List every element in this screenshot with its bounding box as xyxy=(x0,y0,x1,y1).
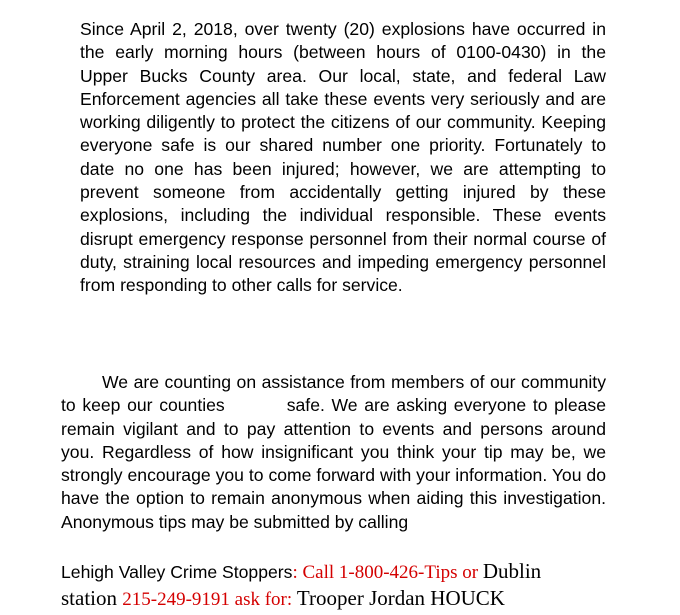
tip-line-1 xyxy=(61,559,621,584)
tip-phone-call-text: Call 1-800-426-Tips or xyxy=(297,562,483,583)
notice-paragraph-2 xyxy=(61,371,606,534)
tip-line-2 xyxy=(61,586,621,611)
station-phone-text: 215-249-9191 ask for: xyxy=(122,589,297,610)
paragraph-2-text-start: We are counting on assistance from members of our community to keep our counties xyxy=(61,372,606,416)
colon-separator: : xyxy=(292,562,298,583)
crime-stoppers-name: Lehigh Valley Crime Stoppers xyxy=(61,562,293,582)
trooper-name: Trooper Jordan HOUCK xyxy=(296,586,505,610)
dublin-label: Dublin xyxy=(482,559,542,583)
notice-paragraph-1: Since April 2, 2018, over twenty (20) explosions have occurred in the early morning hours (between hours of 0100-0430) in the Upper Bucks County area. Our local, state, and federal Law Enforcement agencies all take these events very seriously and are working diligently to protect the citizens of our community. Keeping everyone safe is our shared number one priority. Fortunately to date no one has been injured; however, we are attempting to prevent someone from accidentally getting injured by these explosions, including the individual responsible. These events disrupt emergency response personnel from their normal course of duty, straining local resources and impeding emergency personnel from responding to other calls for service. xyxy=(80,19,606,296)
station-label: station xyxy=(61,586,123,610)
paragraph-2-text-end: safe. We are asking everyone to please remain vigilant and to pay attention to events and persons around you. Regardless of how insignificant you think your tip may be, we strongly encourage you to come forward with your information. You do have the option to remain anonymous when aiding this investigation. Anonymous tips may be submitted by calling xyxy=(61,395,606,532)
